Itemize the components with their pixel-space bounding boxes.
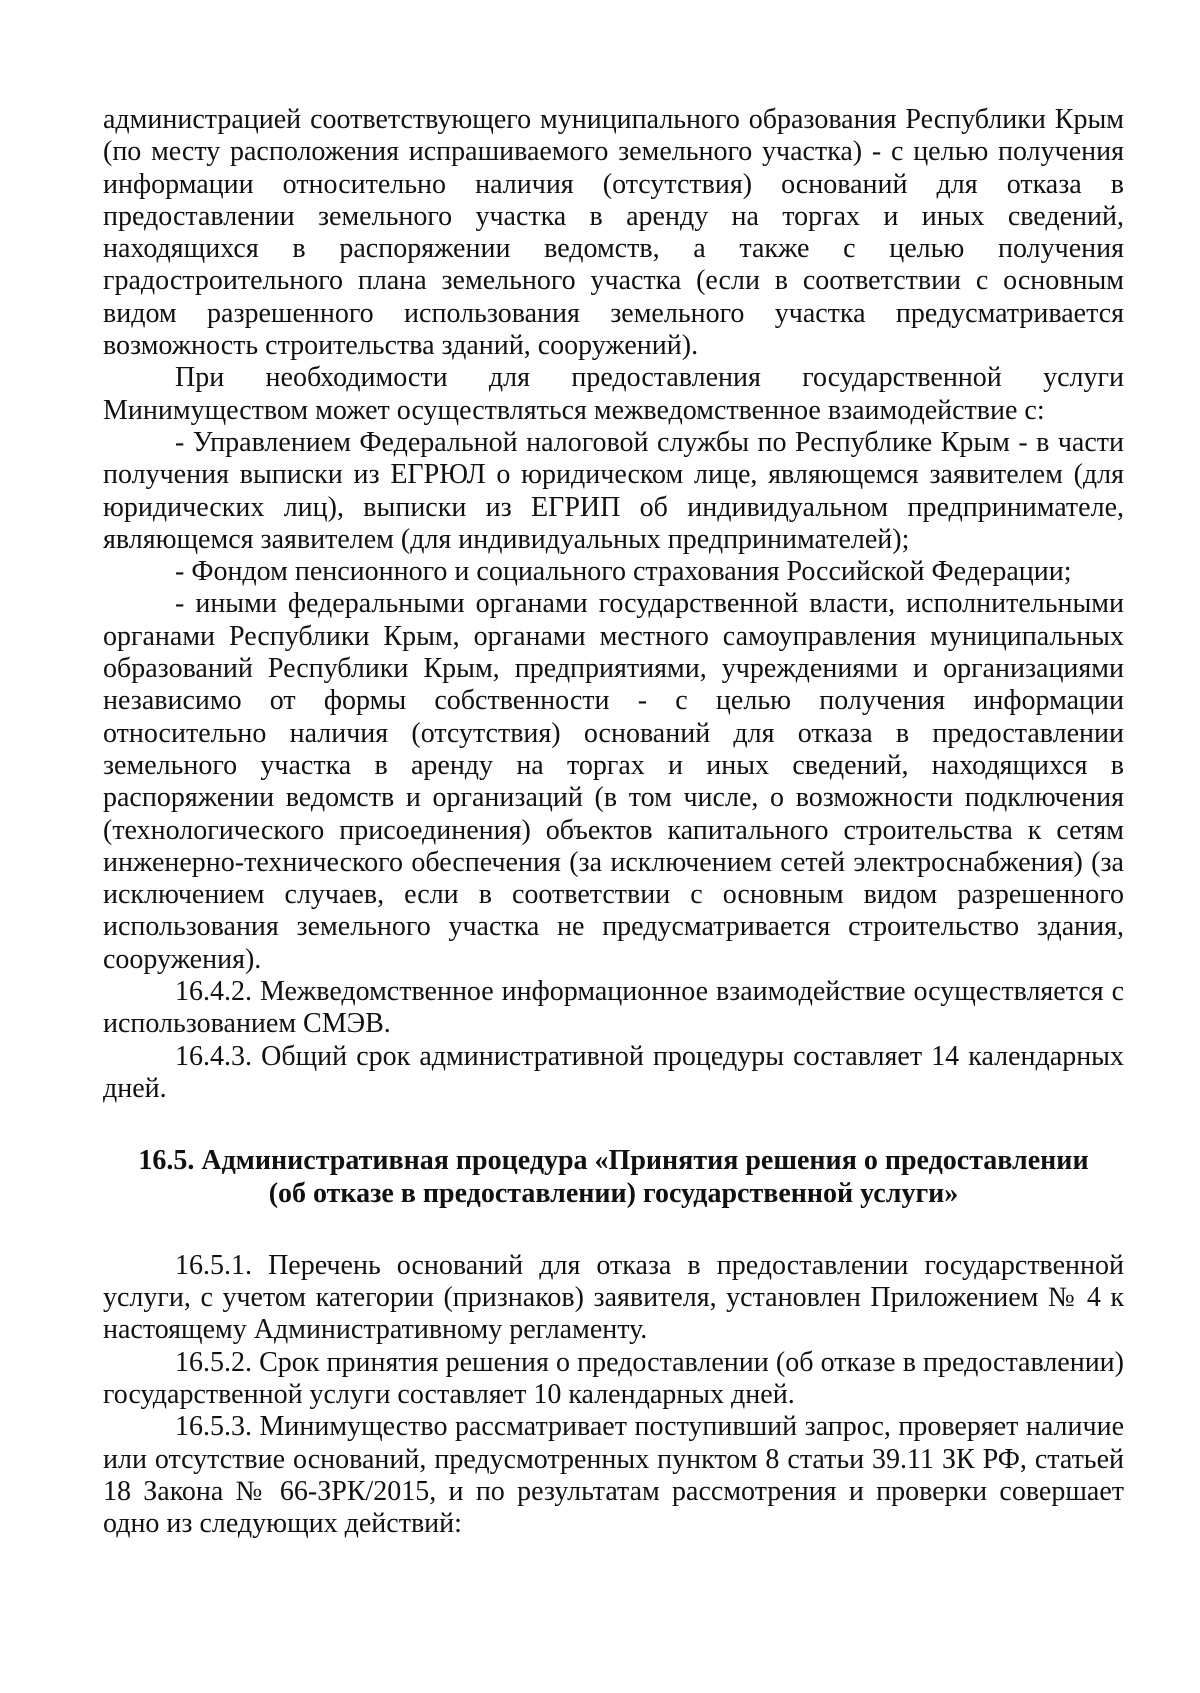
paragraph-interagency-intro: При необходимости для предоставления государственной услуги Минимуществом может осуществляться межведомственное взаимодействие с: [103, 362, 1124, 426]
document-body [103, 104, 1124, 1540]
paragraph-16-5-2: 16.5.2. Срок принятия решения о предоставлении (об отказе в предоставлении) государственной услуги составляет 10 календарных дней. [103, 1346, 1124, 1410]
paragraph-16-5-1: 16.5.1. Перечень оснований для отказа в предоставлении государственной услуги, с учетом категории (признаков) заявителя, установлен Приложением № 4 к настоящему Административному регламенту. [103, 1249, 1124, 1346]
paragraph-16-5-3: 16.5.3. Минимущество рассматривает поступивший запрос, проверяет наличие или отсутствие оснований, предусмотренных пунктом 8 статьи 39.11 ЗК РФ, статьей 18 Закона № 66-ЗРК/2015, и по результатам рассмотрения и проверки совершает одно из следующих действий: [103, 1411, 1124, 1540]
paragraph-other-authorities: - иными федеральными органами государственной власти, исполнительными органами Республики Крым, органами местного самоуправления муниципальных образований Республики Крым, предприятиями, учреждениями и организациями независимо от формы собственности - с целью получения информации относительно наличия (отсутствия) оснований для отказа в предоставлении земельного участка в аренду на торгах и иных сведений, находящихся в распоряжении ведомств и организаций (в том числе, о возможности подключения (технологического присоединения) объектов капитального строительства к сетям инженерно-технического обеспечения (за исключением сетей электроснабжения) (за исключением случаев, если в соответствии с основным видом разрешенного использования земельного участка не предусматривается строительство здания, сооружения). [103, 588, 1124, 975]
paragraph-pension-fund: - Фондом пенсионного и социального страхования Российской Федерации; [175, 556, 1072, 588]
section-heading-16-5 [103, 1145, 1124, 1210]
paragraph-municipal-administration: администрацией соответствующего муниципального образования Республики Крым (по месту расположения испрашиваемого земельного участка) - с целью получения информации относительно наличия (отсутствия) оснований для отказа в предоставлении земельного участка в аренду на торгах и иных сведений, находящихся в распоряжении ведомств, а также с целью получения градостроительного плана земельного участка (если в соответствии с основным видом разрешенного использования земельного участка предусматривается возможность строительства зданий, сооружений). [103, 104, 1124, 362]
section-heading-line-2: (об отказе в предоставлении) государственной услуги» [268, 1177, 959, 1209]
paragraph-16-4-3: 16.4.3. Общий срок административной процедуры составляет 14 календарных дней. [103, 1040, 1124, 1104]
paragraph-tax-service: - Управлением Федеральной налоговой службы по Республике Крым - в части получения выписки из ЕГРЮЛ о юридическом лице, являющемся заявителем (для юридических лиц), выписки из ЕГРИП об индивидуальном предпринимателе, являющемся заявителем (для индивидуальных предпринимателей); [103, 426, 1124, 555]
paragraph-16-4-2: 16.4.2. Межведомственное информационное взаимодействие осуществляется с использованием СМЭВ. [103, 976, 1124, 1040]
section-heading-line-1: 16.5. Административная процедура «Принятия решения о предоставлении [138, 1145, 1089, 1177]
